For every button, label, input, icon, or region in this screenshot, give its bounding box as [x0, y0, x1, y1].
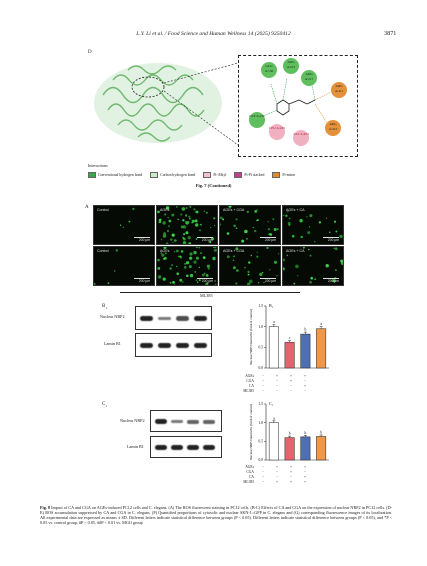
legend-item [272, 172, 295, 178]
fluorescence-image [219, 205, 281, 245]
residue-bubble: VAL A:404 [293, 130, 309, 146]
legend-item [234, 172, 264, 178]
treatment-label: CA [249, 383, 254, 388]
caption-label: Fig. 8 [40, 505, 51, 510]
residue-bubble: ARG A:411 [331, 82, 347, 98]
bar [269, 327, 278, 368]
treatment-row: CA − − − + [240, 474, 312, 479]
fig7-caption: Fig. 7 (Continued) [195, 183, 232, 188]
significance-letter: b [320, 430, 323, 435]
treatment-label: AGEs [245, 373, 254, 378]
treatment-row: CA − − − + [240, 383, 312, 388]
treatment-row: CGA − − + − [240, 469, 312, 474]
interaction-legend [88, 172, 295, 178]
significance-letter: c [288, 336, 291, 341]
scale-label: 200 μm [264, 238, 276, 242]
bar [301, 334, 310, 368]
treatment-row: AGEs − + + + [240, 464, 312, 469]
scale-label: 200 μm [138, 238, 150, 242]
fluorescence-image [156, 205, 218, 245]
legend-label: Carbon hydrogen bond [160, 173, 196, 177]
image-label: Control [97, 249, 109, 253]
treatment-row: AGEs − + + + [240, 373, 312, 378]
western-blot-nrf2-c [150, 410, 222, 432]
scale-label: 200 μm [201, 238, 213, 242]
page-number: 3871 [384, 30, 397, 37]
image-label: AGEs + CGA [223, 208, 245, 212]
bar [285, 438, 294, 460]
legend-swatch [272, 172, 280, 178]
residue-bubble: GLU A:156 [261, 62, 277, 78]
scale-label: 200 μm [264, 279, 276, 283]
chart-panel-letter: C₁ [269, 401, 274, 406]
image-label: AGEs [160, 249, 170, 253]
treatment-row: CGA − − + − [240, 378, 312, 383]
scale-label: 200 μm [138, 279, 150, 283]
treatment-row: ML385 − − − − [240, 388, 312, 393]
legend-label: Conventional hydrogen bond [98, 173, 143, 177]
y-tick-label: 1.0 [258, 324, 263, 329]
fluorescence-image [93, 246, 155, 286]
treatment-label: CGA [246, 378, 254, 383]
significance-letter: b [288, 431, 291, 436]
fluorescence-image [156, 246, 218, 286]
bar [301, 437, 310, 460]
legend-item [203, 172, 226, 178]
protein-structure-image [88, 55, 238, 150]
legend-title: Interactions [88, 163, 108, 168]
band-label-laminb1: Lamin B1 [127, 444, 144, 449]
legend-label: Pi-anion [282, 173, 296, 177]
western-blot-lamin-b [135, 333, 212, 357]
y-axis-label: Nuclear NRF2/lamin B1 (fold of control) [249, 308, 253, 366]
caption-text: Impact of CA and CGA on AGEs-induced PC12 cells and C. elegans. (A) The ROS fluorescent staining in PC12 cells. (B-C) Effects of CA and CGA on the expression of nuclear NRF2 in PC12 cells. (D-E) ROS accumulation suppressed by CA and CGA in C. elegans. (F) Quantified proportions of cytosolic and nuclear SKN-1::GFP in C. elegans and (G) corresponding fluorescence images of its localization. All experimental data are expressed as means ± SD. Different letters indicate statistical difference between groups (P < 0.05). Different letters indicate statistical difference between groups (P < 0.05), and *P < 0.05 vs. control group, #P < 0.05, ##P < 0.01 vs. MGO group [40, 505, 392, 526]
legend-item [88, 172, 142, 178]
treatment-table-b [240, 373, 312, 393]
band-label-nrf2: Nuclear NRF2 [120, 418, 145, 423]
chart-panel-letter: B₁ [269, 303, 274, 308]
western-blot-lamin-c [150, 436, 222, 458]
y-tick-label: 1.0 [258, 420, 263, 425]
interaction-diagram [238, 55, 358, 157]
western-blot-nrf2-b [135, 306, 212, 330]
residue-bubble: LEU A:243 [269, 124, 285, 140]
significance-letter: a [273, 416, 275, 421]
legend-swatch [88, 172, 96, 178]
image-label: AGEs + CA [286, 249, 305, 253]
y-axis-label: Nuclear NRF2/lamin B1 (fold of control) [249, 403, 253, 461]
y-tick-label: 1.5 [258, 402, 263, 407]
residue-bubble: GLY A:211 [249, 112, 265, 128]
treatment-label: ML385 [243, 479, 254, 484]
y-tick-label: 0.0 [258, 458, 263, 463]
bar [285, 342, 294, 368]
panel-a-letter: A [85, 205, 89, 210]
treatment-table-c [240, 464, 312, 484]
legend-item [150, 172, 195, 178]
legend-label: Pi-Alkyl [213, 173, 227, 177]
scale-label: 200 μm [327, 279, 339, 283]
treatment-label: AGEs [245, 464, 254, 469]
fluorescence-image [282, 205, 344, 245]
image-label: AGEs + CA [286, 208, 305, 212]
y-tick-label: 0.5 [258, 439, 263, 444]
treatment-label: ML385 [243, 388, 254, 393]
significance-letter: a [273, 320, 275, 325]
fluorescence-image [219, 246, 281, 286]
scale-label: 200 μm [327, 238, 339, 242]
image-label: AGEs [160, 208, 170, 212]
significance-letter: b [304, 327, 307, 332]
bar [316, 436, 325, 460]
legend-label: Pi-Pi stacked [244, 173, 265, 177]
bar-chart-c [240, 398, 335, 464]
treatment-label: CGA [246, 469, 254, 474]
legend-swatch [203, 172, 211, 178]
y-tick-label: 0.5 [258, 345, 263, 350]
treatment-row: ML385 − + + + [240, 479, 312, 484]
legend-swatch [150, 172, 158, 178]
significance-letter: a [320, 322, 322, 327]
bar-chart-b [240, 300, 335, 372]
legend-swatch [234, 172, 242, 178]
scale-label: 200 μm [201, 279, 213, 283]
residue-bubble: ARG A:412 [325, 120, 341, 136]
microscopy-grid [93, 205, 343, 289]
band-label-laminb1: Lamin B1 [104, 341, 121, 346]
panel-c-blot-letter: $C_1$ [102, 402, 107, 408]
bar [316, 329, 325, 368]
image-label: AGEs + CGA [223, 249, 245, 253]
significance-letter: b [304, 430, 307, 435]
residue-bubble: ARG A:213 [283, 58, 299, 74]
band-label-nrf2: Nuclear NRF2 [100, 314, 125, 319]
y-tick-label: 1.5 [258, 304, 263, 309]
ml385-label: ML385 [200, 293, 213, 298]
panel-b-blot-letter: $B_1$ [102, 304, 107, 310]
treatment-label: CA [249, 474, 254, 479]
y-tick-label: 0.0 [258, 366, 263, 371]
panel-d-letter: D [88, 50, 92, 55]
fig8-caption [40, 505, 392, 525]
residue-bubble: ARG A:217 [301, 70, 317, 86]
fluorescence-image [93, 205, 155, 245]
running-head: L.Y. Li et al. / Food Science and Human Wellness 14 (2025) 9250412 [136, 31, 291, 37]
image-label: Control [97, 208, 109, 212]
bar [269, 423, 278, 460]
fluorescence-image [282, 246, 344, 286]
